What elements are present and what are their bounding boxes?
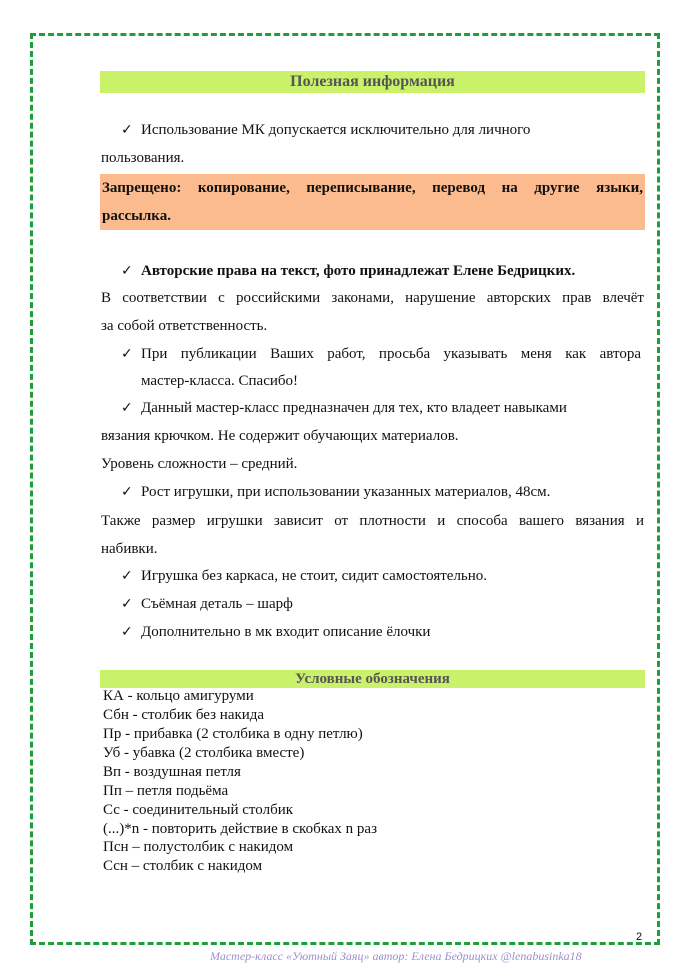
tree-bullet: ✓ Дополнительно в мк входит описание ёлочки (121, 624, 431, 640)
legend-item: КА - кольцо амигуруми (103, 688, 254, 704)
forbidden-line-1: Запрещено: копирование, переписывание, перевод на другие языки, (102, 180, 643, 196)
section-title-useful-info: Полезная информация (100, 71, 645, 93)
size-line-1: Также размер игрушки зависит от плотности и способа вашего вязания и (101, 513, 644, 529)
difficulty-level: Уровень сложности – средний. (101, 456, 298, 472)
section-title-legend: Условные обозначения (100, 670, 645, 688)
footer-credit: Мастер-класс «Уютный Заяц» автор: Елена Бедрицких @lenabusinka18 (210, 949, 582, 963)
legend-item: Вп - воздушная петля (103, 764, 241, 780)
check-icon: ✓ (121, 624, 133, 640)
usage-cont: пользования. (101, 150, 185, 166)
usage-bullet: ✓ Использование МК допускается исключительно для личного (121, 122, 531, 138)
law-line-1: В соответствии с российскими законами, нарушение авторских прав влечёт (101, 290, 644, 306)
forbidden-notice (100, 174, 645, 230)
check-icon: ✓ (121, 346, 133, 362)
legend-item: Ссн – столбик с накидом (103, 858, 263, 874)
copyright-bullet: ✓ Авторские права на текст, фото принадлежат Елене Бедрицких. (121, 263, 576, 279)
legend-item: Сс - соединительный столбик (103, 802, 294, 818)
legend-item: Пп – петля подьёма (103, 783, 229, 799)
check-icon: ✓ (121, 596, 133, 612)
skills-cont: вязания крючком. Не содержит обучающих материалов. (101, 428, 459, 444)
size-line-2: набивки. (101, 541, 158, 557)
page-number: 2 (636, 931, 643, 943)
legend-item: (...)*n - повторить действие в скобках n раз (103, 821, 377, 837)
publish-bullet: ✓ При публикации Ваших работ, просьба указывать меня как автора (121, 346, 641, 362)
height-bullet: ✓ Рост игрушки, при использовании указанных материалов, 48см. (121, 484, 551, 500)
publish-bullet-cont: мастер-класса. Спасибо! (141, 373, 299, 389)
forbidden-line-2: рассылка. (102, 208, 171, 224)
legend-item: Пр - прибавка (2 столбика в одну петлю) (103, 726, 363, 742)
legend-item: Сбн - столбик без накида (103, 707, 265, 723)
check-icon: ✓ (121, 484, 133, 500)
frame-bullet: ✓ Игрушка без каркаса, не стоит, сидит самостоятельно. (121, 568, 488, 584)
check-icon: ✓ (121, 568, 133, 584)
legend-item: Псн – полустолбик с накидом (103, 839, 294, 855)
legend-item: Уб - убавка (2 столбика вместе) (103, 745, 305, 761)
check-icon: ✓ (121, 263, 133, 279)
check-icon: ✓ (121, 400, 133, 416)
check-icon: ✓ (121, 122, 133, 138)
skills-bullet: ✓ Данный мастер-класс предназначен для тех, кто владеет навыками (121, 400, 567, 416)
law-line-2: за собой ответственность. (101, 318, 268, 334)
scarf-bullet: ✓ Съёмная деталь – шарф (121, 596, 293, 612)
